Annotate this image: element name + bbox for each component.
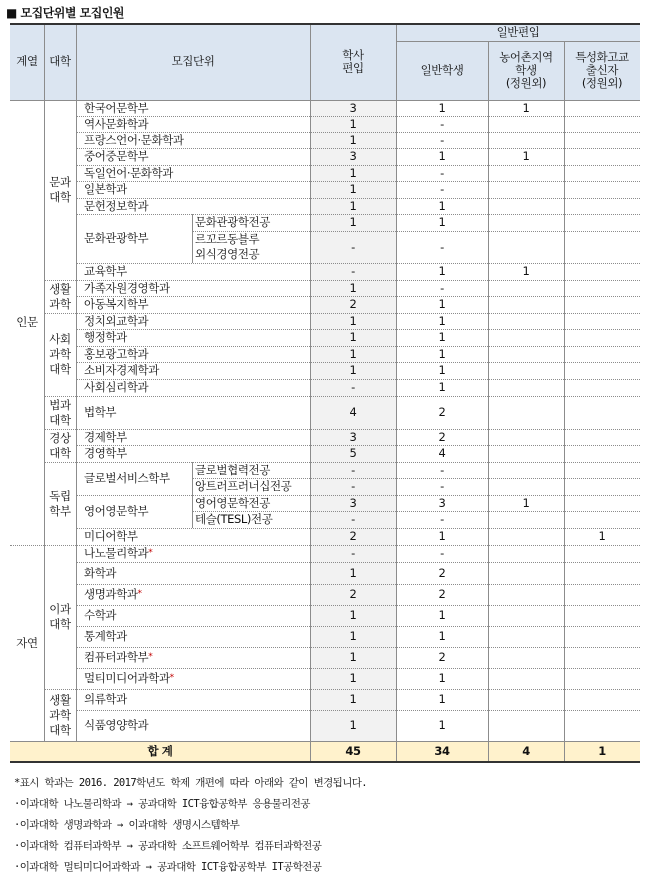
grid-line xyxy=(44,689,640,690)
grid-line xyxy=(76,329,640,330)
unit-cell xyxy=(76,181,310,198)
grid-line xyxy=(76,198,640,199)
grid-line xyxy=(310,741,311,761)
grid-line xyxy=(10,23,640,25)
specialized-value xyxy=(564,231,640,263)
specialized-value xyxy=(564,647,640,668)
academic-transfer-value: 1 xyxy=(310,689,396,710)
rural-value xyxy=(488,396,564,429)
unit-label: 아동복지학부 xyxy=(84,297,149,311)
academic-transfer-value: 1 xyxy=(310,626,396,647)
college-cell: 생활 과학 xyxy=(49,281,71,311)
academic-transfer-value: 2 xyxy=(310,528,396,545)
rural-value xyxy=(488,511,564,528)
grid-line xyxy=(564,741,565,761)
college-cell: 사회 과학 대학 xyxy=(49,332,71,376)
academic-transfer-value: 1 xyxy=(310,214,396,231)
grid-line xyxy=(396,23,397,100)
unit-label: 한국어문학부 xyxy=(84,100,149,115)
rural-value xyxy=(488,462,564,478)
rural-value xyxy=(488,710,564,741)
header-general-student: 일반학생 xyxy=(396,41,488,100)
unit-cell xyxy=(76,429,310,445)
unit-cell xyxy=(76,689,310,710)
general-student-value: - xyxy=(440,239,444,254)
rural-value xyxy=(488,313,564,329)
rural-value: 1 xyxy=(522,100,530,115)
specialized-value xyxy=(564,710,640,741)
sub-unit-cell: 문화관광학전공 xyxy=(195,215,270,229)
academic-transfer-value: - xyxy=(310,231,396,263)
grid-line xyxy=(76,445,640,446)
rural-value xyxy=(488,445,564,462)
general-student-value: 1 xyxy=(438,671,446,685)
grid-line xyxy=(76,379,640,380)
grid-line xyxy=(76,495,640,496)
grid-line xyxy=(564,41,565,100)
unit-cell xyxy=(76,462,192,495)
specialized-value xyxy=(564,280,640,296)
unit-label: 경영학부 xyxy=(84,446,127,460)
grid-line xyxy=(192,511,640,512)
specialized-value xyxy=(564,362,640,379)
grid-line xyxy=(76,346,640,347)
specialized-value: 1 xyxy=(598,529,606,543)
total-specialized: 1 xyxy=(564,741,640,761)
general-student-value: - xyxy=(440,132,444,147)
unit-label: 독일언어·문화학과 xyxy=(84,165,173,180)
specialized-value xyxy=(564,605,640,626)
rural-value xyxy=(488,528,564,545)
specialized-value xyxy=(564,379,640,396)
unit-cell xyxy=(76,263,310,280)
academic-transfer-value: - xyxy=(310,545,396,562)
specialized-value xyxy=(564,689,640,710)
grid-line xyxy=(488,100,489,741)
academic-transfer-value: 1 xyxy=(310,668,396,689)
specialized-value xyxy=(564,495,640,511)
header-general-transfer: 일반편입 xyxy=(396,23,640,41)
note-line: ·이과대학 나노물리학과 → 공과대학 ICT융합공학부 응용물리전공 xyxy=(14,798,310,810)
grid-line xyxy=(76,562,640,563)
grid-line xyxy=(44,313,640,314)
general-student-value: 2 xyxy=(438,429,446,444)
grid-line xyxy=(44,100,45,741)
unit-label: 통계학과 xyxy=(84,629,127,643)
unit-cell xyxy=(76,116,310,132)
grid-line xyxy=(10,100,640,101)
academic-transfer-value: - xyxy=(310,478,396,495)
college-cell: 생활 과학 대학 xyxy=(49,692,71,737)
unit-cell xyxy=(76,545,310,562)
rural-value xyxy=(488,296,564,313)
academic-transfer-value: - xyxy=(310,263,396,280)
unit-label: 나노물리학과 xyxy=(84,546,149,560)
rural-value xyxy=(488,545,564,562)
unit-cell xyxy=(76,396,310,429)
grid-line xyxy=(76,528,640,529)
general-student-value: 1 xyxy=(438,629,446,643)
notes xyxy=(14,773,367,878)
unit-label: 사회심리학과 xyxy=(84,380,149,394)
specialized-value xyxy=(564,346,640,362)
unit-label: 교육학부 xyxy=(84,264,127,278)
grid-line xyxy=(76,584,640,585)
category-cell: 인문 xyxy=(16,315,38,329)
sub-unit-cell: 앙트러프러너십전공 xyxy=(195,479,292,493)
grid-line xyxy=(10,761,640,763)
grid-line xyxy=(488,41,489,100)
header-rural: 농어촌지역 학생 (정원외) xyxy=(488,41,564,100)
grid-line xyxy=(44,23,45,100)
rural-value xyxy=(488,626,564,647)
rural-value xyxy=(488,132,564,148)
general-student-value: 1 xyxy=(438,380,446,394)
academic-transfer-value: 1 xyxy=(310,329,396,346)
academic-transfer-value: 1 xyxy=(310,181,396,198)
academic-transfer-value: 1 xyxy=(310,562,396,584)
specialized-value xyxy=(564,584,640,605)
general-student-value: 1 xyxy=(438,215,446,229)
academic-transfer-value: 1 xyxy=(310,362,396,379)
rural-value xyxy=(488,165,564,181)
specialized-value xyxy=(564,626,640,647)
unit-cell xyxy=(76,668,310,689)
unit-label: 문헌정보학과 xyxy=(84,198,149,213)
grid-line xyxy=(76,668,640,669)
header-unit: 모집단위 xyxy=(76,23,310,100)
academic-transfer-value: 1 xyxy=(310,710,396,741)
unit-cell xyxy=(76,132,310,148)
unit-label: 멀티미디어과학과 xyxy=(84,671,170,685)
general-student-value: 2 xyxy=(438,650,446,664)
unit-cell xyxy=(76,626,310,647)
grid-line xyxy=(76,132,640,133)
header-college: 대학 xyxy=(44,23,76,100)
grid-line xyxy=(76,181,640,182)
total-academic: 45 xyxy=(310,741,396,761)
sub-unit-cell: 르꼬르동블루 외식경영전공 xyxy=(195,232,260,261)
note-line: ·이과대학 멀티미디어과학과 → 공과대학 ICT융합공학부 IT공학전공 xyxy=(14,861,322,873)
academic-transfer-value: - xyxy=(310,511,396,528)
unit-cell xyxy=(76,280,310,296)
grid-line xyxy=(76,263,640,264)
specialized-value xyxy=(564,263,640,280)
grid-line xyxy=(310,100,311,741)
unit-label: 행정학과 xyxy=(84,330,127,344)
specialized-value xyxy=(564,329,640,346)
general-student-value: 1 xyxy=(438,198,446,213)
academic-transfer-value: 1 xyxy=(310,165,396,181)
note-line: ·이과대학 생명과학과 → 이과대학 생명시스템학부 xyxy=(14,819,240,831)
specialized-value xyxy=(564,462,640,478)
general-student-value: 1 xyxy=(438,692,446,706)
specialized-value xyxy=(564,181,640,198)
grid-line xyxy=(76,647,640,648)
grid-line xyxy=(44,462,640,463)
academic-transfer-value: 1 xyxy=(310,280,396,296)
unit-label: 화학과 xyxy=(84,565,117,580)
unit-cell xyxy=(76,296,310,313)
general-student-value: 1 xyxy=(438,313,446,328)
unit-cell xyxy=(76,313,310,329)
grid-line xyxy=(10,545,640,546)
grid-line xyxy=(192,231,640,232)
rural-value xyxy=(488,231,564,263)
general-student-value: - xyxy=(440,182,444,196)
unit-cell xyxy=(76,346,310,362)
specialized-value xyxy=(564,132,640,148)
general-student-value: 1 xyxy=(438,363,446,377)
general-student-value: 2 xyxy=(438,405,446,419)
unit-label: 생명과학과 xyxy=(84,587,138,601)
academic-transfer-value: 3 xyxy=(310,148,396,165)
grid-line xyxy=(76,362,640,363)
specialized-value xyxy=(564,478,640,495)
unit-label: 미디어학부 xyxy=(84,529,138,543)
academic-transfer-value: 1 xyxy=(310,198,396,214)
rural-value xyxy=(488,181,564,198)
general-student-value: 1 xyxy=(438,718,446,732)
grid-line xyxy=(396,741,397,761)
academic-transfer-value: 1 xyxy=(310,647,396,668)
general-student-value: 1 xyxy=(438,297,446,311)
general-student-value: - xyxy=(440,546,444,560)
unit-label: 의류학과 xyxy=(84,692,127,706)
unit-label: 영어영문학부 xyxy=(84,504,149,518)
grid-line xyxy=(44,429,640,430)
specialized-value xyxy=(564,511,640,528)
college-cell: 법과 대학 xyxy=(49,397,71,427)
grid-line xyxy=(396,41,640,42)
specialized-value xyxy=(564,165,640,181)
change-marker: * xyxy=(169,673,174,683)
category-cell: 자연 xyxy=(16,635,38,650)
rural-value xyxy=(488,116,564,132)
specialized-value xyxy=(564,214,640,231)
unit-label: 소비자경제학과 xyxy=(84,363,159,377)
grid-line xyxy=(310,23,311,100)
general-student-value: 4 xyxy=(438,446,446,460)
general-student-value: 1 xyxy=(438,330,446,344)
academic-transfer-value: 1 xyxy=(310,116,396,132)
unit-cell xyxy=(76,100,310,116)
grid-line xyxy=(76,626,640,627)
college-cell: 이과 대학 xyxy=(49,602,71,631)
grid-line xyxy=(192,214,193,263)
page-title: ■ 모집단위별 모집인원 xyxy=(6,6,125,20)
unit-cell xyxy=(76,445,310,462)
rural-value xyxy=(488,429,564,445)
grid-line xyxy=(44,280,640,281)
rural-value xyxy=(488,198,564,214)
unit-cell xyxy=(76,605,310,626)
rural-value xyxy=(488,605,564,626)
general-student-value: 1 xyxy=(438,608,446,622)
unit-label: 가족자원경영학과 xyxy=(84,280,170,295)
unit-cell xyxy=(76,710,310,741)
general-student-value: 2 xyxy=(438,565,446,580)
specialized-value xyxy=(564,148,640,165)
header-specialized: 특성화고교 출신자 (정원외) xyxy=(564,41,640,100)
academic-transfer-value: 1 xyxy=(310,346,396,362)
sub-unit-cell: 영어영문학전공 xyxy=(195,495,270,510)
academic-transfer-value: 3 xyxy=(310,429,396,445)
academic-transfer-value: 1 xyxy=(310,605,396,626)
total-rural: 4 xyxy=(488,741,564,761)
note-line: *표시 학과는 2016. 2017학년도 학제 개편에 따라 아래와 같이 변경됩니다. xyxy=(14,777,368,789)
academic-transfer-value: 3 xyxy=(310,495,396,511)
grid-line xyxy=(76,710,640,711)
admission-table xyxy=(10,23,640,767)
college-cell: 경상 대학 xyxy=(49,430,71,460)
general-student-value: - xyxy=(440,512,444,526)
unit-label: 일본학과 xyxy=(84,182,127,196)
rural-value xyxy=(488,647,564,668)
general-student-value: 1 xyxy=(438,149,446,163)
rural-value xyxy=(488,584,564,605)
specialized-value xyxy=(564,545,640,562)
header-academic-transfer: 학사 편입 xyxy=(310,23,396,100)
unit-label: 홍보광고학과 xyxy=(84,346,149,361)
unit-cell xyxy=(76,362,310,379)
specialized-value xyxy=(564,562,640,584)
general-student-value: 1 xyxy=(438,100,446,115)
unit-cell xyxy=(76,562,310,584)
specialized-value xyxy=(564,396,640,429)
note-line: ·이과대학 컴퓨터과학부 → 공과대학 소프트웨어학부 컴퓨터과학전공 xyxy=(14,840,322,852)
rural-value: 1 xyxy=(522,495,530,510)
general-student-value: 1 xyxy=(438,264,446,278)
general-student-value: - xyxy=(440,479,444,493)
total-label: 합 계 xyxy=(10,741,310,761)
grid-line xyxy=(564,100,565,741)
grid-line xyxy=(192,478,640,479)
grid-line xyxy=(76,296,640,297)
academic-transfer-value: - xyxy=(310,462,396,478)
unit-label: 법학부 xyxy=(84,405,117,419)
unit-label: 프랑스언어·문화학과 xyxy=(84,132,184,147)
academic-transfer-value: 5 xyxy=(310,445,396,462)
header-category: 계열 xyxy=(10,23,44,100)
grid-line xyxy=(10,741,640,742)
unit-cell xyxy=(76,495,192,528)
general-student-value: - xyxy=(440,116,444,131)
rural-value xyxy=(488,668,564,689)
grid-line xyxy=(76,148,640,149)
unit-cell xyxy=(76,647,310,668)
rural-value xyxy=(488,280,564,296)
general-student-value: 1 xyxy=(438,346,446,361)
specialized-value xyxy=(564,313,640,329)
rural-value xyxy=(488,214,564,231)
rural-value: 1 xyxy=(522,149,530,163)
grid-line xyxy=(76,165,640,166)
general-student-value: 1 xyxy=(438,529,446,543)
unit-cell xyxy=(76,198,310,214)
change-marker: * xyxy=(148,548,153,558)
rural-value xyxy=(488,379,564,396)
grid-line xyxy=(488,741,489,761)
unit-label: 수학과 xyxy=(84,608,117,622)
unit-label: 문화관광학부 xyxy=(84,231,149,245)
unit-cell xyxy=(76,379,310,396)
unit-cell xyxy=(76,584,310,605)
rural-value: 1 xyxy=(522,264,530,278)
specialized-value xyxy=(564,296,640,313)
change-marker: * xyxy=(137,589,142,599)
rural-value xyxy=(488,362,564,379)
rural-value xyxy=(488,478,564,495)
specialized-value xyxy=(564,100,640,116)
specialized-value xyxy=(564,198,640,214)
unit-cell xyxy=(76,329,310,346)
general-student-value: - xyxy=(440,462,444,477)
unit-cell xyxy=(76,165,310,181)
specialized-value xyxy=(564,668,640,689)
rural-value xyxy=(488,689,564,710)
rural-value xyxy=(488,329,564,346)
specialized-value xyxy=(564,445,640,462)
academic-transfer-value: 1 xyxy=(310,132,396,148)
academic-transfer-value: 2 xyxy=(310,584,396,605)
unit-cell xyxy=(76,214,192,263)
grid-line xyxy=(44,396,640,397)
unit-label: 경제학부 xyxy=(84,429,127,444)
college-cell: 독립 학부 xyxy=(49,488,71,518)
change-marker: * xyxy=(148,652,153,662)
grid-line xyxy=(76,100,77,741)
unit-cell xyxy=(76,148,310,165)
unit-label: 역사문화학과 xyxy=(84,116,149,131)
unit-label: 중어중문학부 xyxy=(84,149,149,163)
grid-line xyxy=(76,214,640,215)
general-student-value: - xyxy=(440,280,444,295)
unit-cell xyxy=(76,528,310,545)
grid-line xyxy=(76,605,640,606)
unit-label: 식품영양학과 xyxy=(84,718,149,732)
academic-transfer-value: 3 xyxy=(310,100,396,116)
general-student-value: - xyxy=(440,165,444,180)
grid-line xyxy=(76,23,77,100)
general-student-value: 2 xyxy=(438,587,446,601)
rural-value xyxy=(488,562,564,584)
specialized-value xyxy=(564,429,640,445)
unit-label: 정치외교학과 xyxy=(84,313,149,328)
general-student-value: 3 xyxy=(438,495,446,510)
rural-value xyxy=(488,346,564,362)
total-general: 34 xyxy=(396,741,488,761)
academic-transfer-value: - xyxy=(310,379,396,396)
sub-unit-cell: 글로벌협력전공 xyxy=(195,462,270,477)
specialized-value xyxy=(564,116,640,132)
grid-line xyxy=(396,100,397,741)
academic-transfer-value: 2 xyxy=(310,296,396,313)
unit-label: 컴퓨터과학부 xyxy=(84,650,149,664)
sub-unit-cell: 테슬(TESL)전공 xyxy=(195,512,273,526)
academic-transfer-value: 1 xyxy=(310,313,396,329)
unit-label: 글로벌서비스학부 xyxy=(84,471,170,485)
academic-transfer-value: 4 xyxy=(310,396,396,429)
college-cell: 문과 대학 xyxy=(49,175,71,204)
grid-line xyxy=(76,116,640,117)
